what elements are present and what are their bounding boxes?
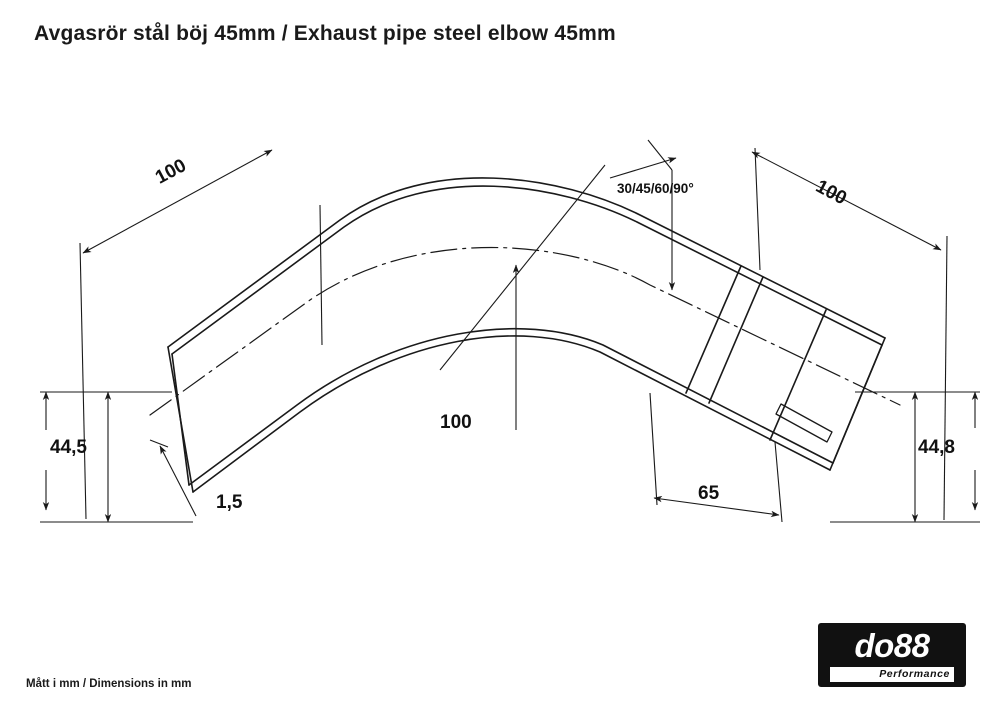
dim-label-left-leg-length: 100 [152,155,190,189]
sleeve-right-edge [770,310,826,440]
dim-label-bend-angle-options: 30/45/60/90° [617,181,694,196]
leader-wall-thickness-tick [150,440,168,447]
dim-line-right-leg-100 [752,152,941,250]
ext-line-left-vertical [80,243,86,519]
angle-ref-line-left [440,165,605,370]
brand-logo-name: do88 [854,627,930,664]
pipe-left-end-inner-face [172,354,189,485]
ext-line-right-vertical [944,236,947,520]
pipe-centreline [150,248,900,416]
pipe-lower-outer-edge [193,336,830,492]
sleeve-slot-detail [776,404,832,442]
dim-label-sleeve-length: 65 [698,483,720,504]
angle-arrow-upper [610,158,676,178]
sleeve-seam-line [709,277,763,403]
page-title: Avgasrör stål böj 45mm / Exhaust pipe steel elbow 45mm [34,22,616,45]
sleeve-left-edge [686,266,741,393]
ext-line-sleeve-right [775,442,782,522]
dim-label-diameter-left: 44,5 [50,437,87,458]
ext-line-sleeve-left [650,393,657,505]
brand-logo-tagline: Performance [879,668,950,680]
units-footnote: Mått i mm / Dimensions in mm [26,678,192,690]
dim-label-diameter-right: 44,8 [918,437,955,458]
pipe-right-end-inner-face [833,345,882,463]
brand-logo [818,623,966,687]
ext-line-right-leg-start [755,148,760,270]
pipe-lower-inner-edge [189,329,833,485]
dim-label-centre-height: 100 [440,412,472,433]
ext-line-left-leg-end [320,205,322,345]
dim-label-right-leg-length: 100 [812,176,850,210]
dim-label-wall-thickness: 1,5 [216,492,243,513]
